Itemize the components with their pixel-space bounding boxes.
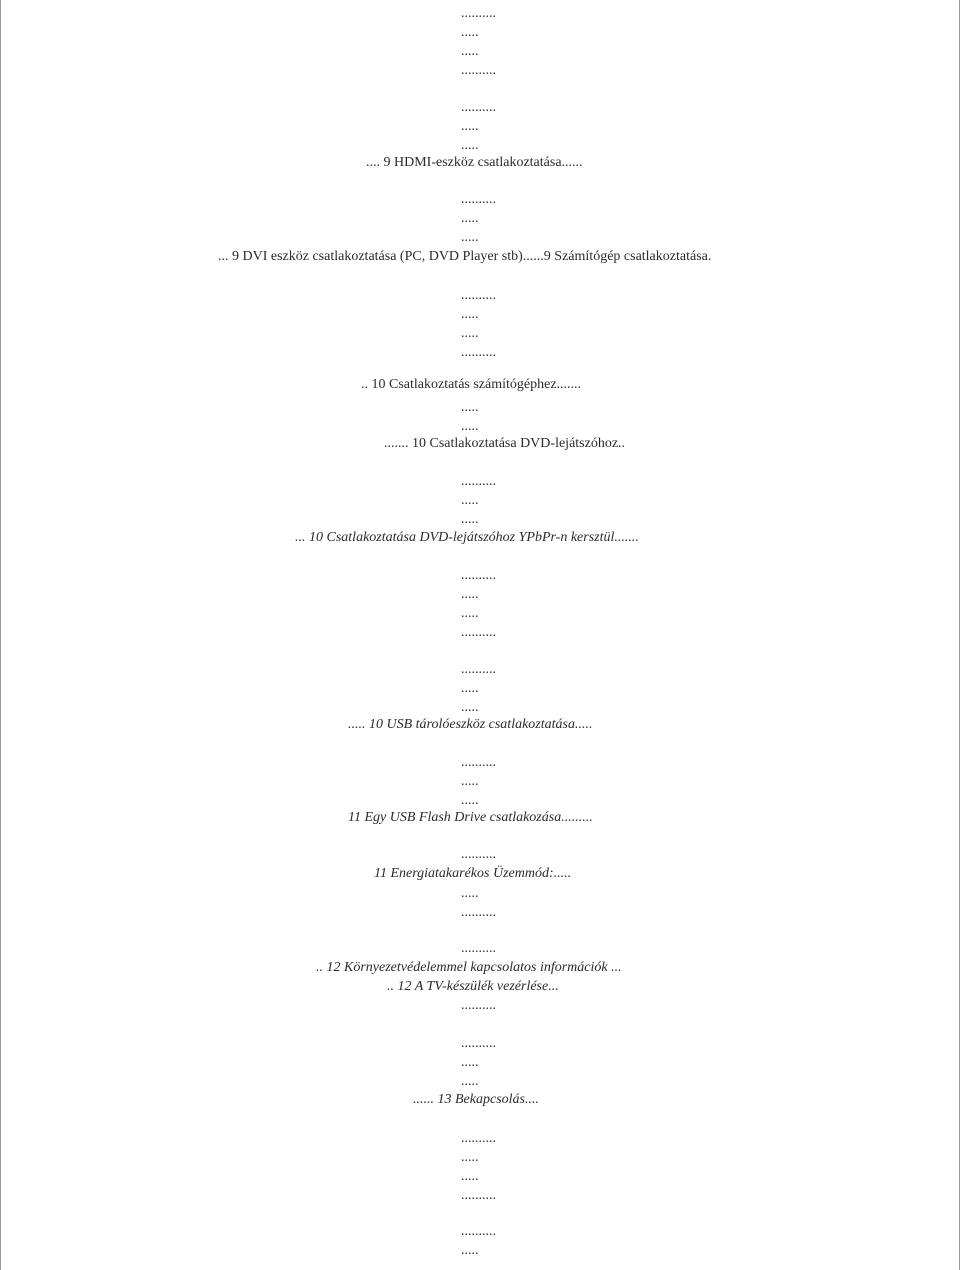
dot-leader: ..... bbox=[461, 307, 479, 322]
toc-entry-dvd: ....... 10 Csatlakoztatása DVD-lejátszóhoz.. bbox=[384, 436, 626, 451]
dot-leader: .......... bbox=[461, 755, 496, 770]
dot-leader: ..... bbox=[461, 326, 479, 341]
dot-leader: ..... bbox=[461, 700, 479, 715]
dot-leader: ..... bbox=[461, 774, 479, 789]
dot-leader: .......... bbox=[461, 192, 496, 207]
dot-leader: ..... bbox=[461, 1074, 479, 1089]
dot-leader: .......... bbox=[461, 6, 496, 21]
dot-leader: ..... bbox=[461, 587, 479, 602]
dot-leader: .......... bbox=[461, 345, 496, 360]
toc-entry-environment: .. 12 Környezetvédelemmel kapcsolatos információk ... bbox=[316, 960, 622, 975]
dot-leader: ..... bbox=[461, 793, 479, 808]
dot-leader: .......... bbox=[461, 288, 496, 303]
dot-leader: ..... bbox=[461, 512, 479, 527]
dot-leader: ..... bbox=[461, 1243, 479, 1258]
dot-leader: .......... bbox=[461, 941, 496, 956]
dot-leader: .......... bbox=[461, 568, 496, 583]
dot-leader: ..... bbox=[461, 1150, 479, 1165]
dot-leader: ..... bbox=[461, 681, 479, 696]
dot-leader: .......... bbox=[461, 100, 496, 115]
dot-leader: ..... bbox=[461, 211, 479, 226]
dot-leader: ..... bbox=[461, 493, 479, 508]
toc-entry-power-on: ...... 13 Bekapcsolás.... bbox=[413, 1092, 539, 1107]
dot-leader: .......... bbox=[461, 625, 496, 640]
dot-leader: .......... bbox=[461, 1224, 496, 1239]
toc-entry-ypbpr: ... 10 Csatlakoztatása DVD-lejátszóhoz YPbPr-n kersztül....... bbox=[295, 530, 639, 545]
dot-leader: .......... bbox=[461, 474, 496, 489]
toc-entry-energy: 11 Energiatakarékos Üzemmód:..... bbox=[374, 866, 572, 881]
dot-leader: .......... bbox=[461, 63, 496, 78]
dot-leader: ..... bbox=[461, 230, 479, 245]
toc-entry-usb-flash: 11 Egy USB Flash Drive csatlakozása......... bbox=[348, 810, 593, 825]
dot-leader: .......... bbox=[461, 662, 496, 677]
dot-leader: .......... bbox=[461, 998, 496, 1013]
dot-leader: ..... bbox=[461, 138, 479, 153]
dot-leader: .......... bbox=[461, 847, 496, 862]
dot-leader: ..... bbox=[461, 25, 479, 40]
toc-entry-dvi: ... 9 DVI eszköz csatlakoztatása (PC, DVD Player stb)......9 Számítógép csatlakoztatása. bbox=[218, 249, 712, 264]
dot-leader: .......... bbox=[461, 1131, 496, 1146]
dot-leader: ..... bbox=[461, 1055, 479, 1070]
dot-leader: ..... bbox=[461, 400, 479, 415]
dot-leader: ..... bbox=[461, 886, 479, 901]
toc-entry-tv-control: .. 12 A TV-készülék vezérlése... bbox=[387, 979, 559, 994]
dot-leader: ..... bbox=[461, 419, 479, 434]
dot-leader: .......... bbox=[461, 1036, 496, 1051]
dot-leader: .......... bbox=[461, 905, 496, 920]
dot-leader: ..... bbox=[461, 119, 479, 134]
toc-entry-pc: .. 10 Csatlakoztatás számítógéphez....... bbox=[361, 377, 582, 392]
toc-entry-hdmi: .... 9 HDMI-eszköz csatlakoztatása...... bbox=[366, 155, 583, 170]
dot-leader: ..... bbox=[461, 606, 479, 621]
dot-leader: ..... bbox=[461, 44, 479, 59]
toc-entry-usb-storage: ..... 10 USB tárolóeszköz csatlakoztatása..... bbox=[348, 717, 593, 732]
dot-leader: ..... bbox=[461, 1169, 479, 1184]
dot-leader: .......... bbox=[461, 1188, 496, 1203]
